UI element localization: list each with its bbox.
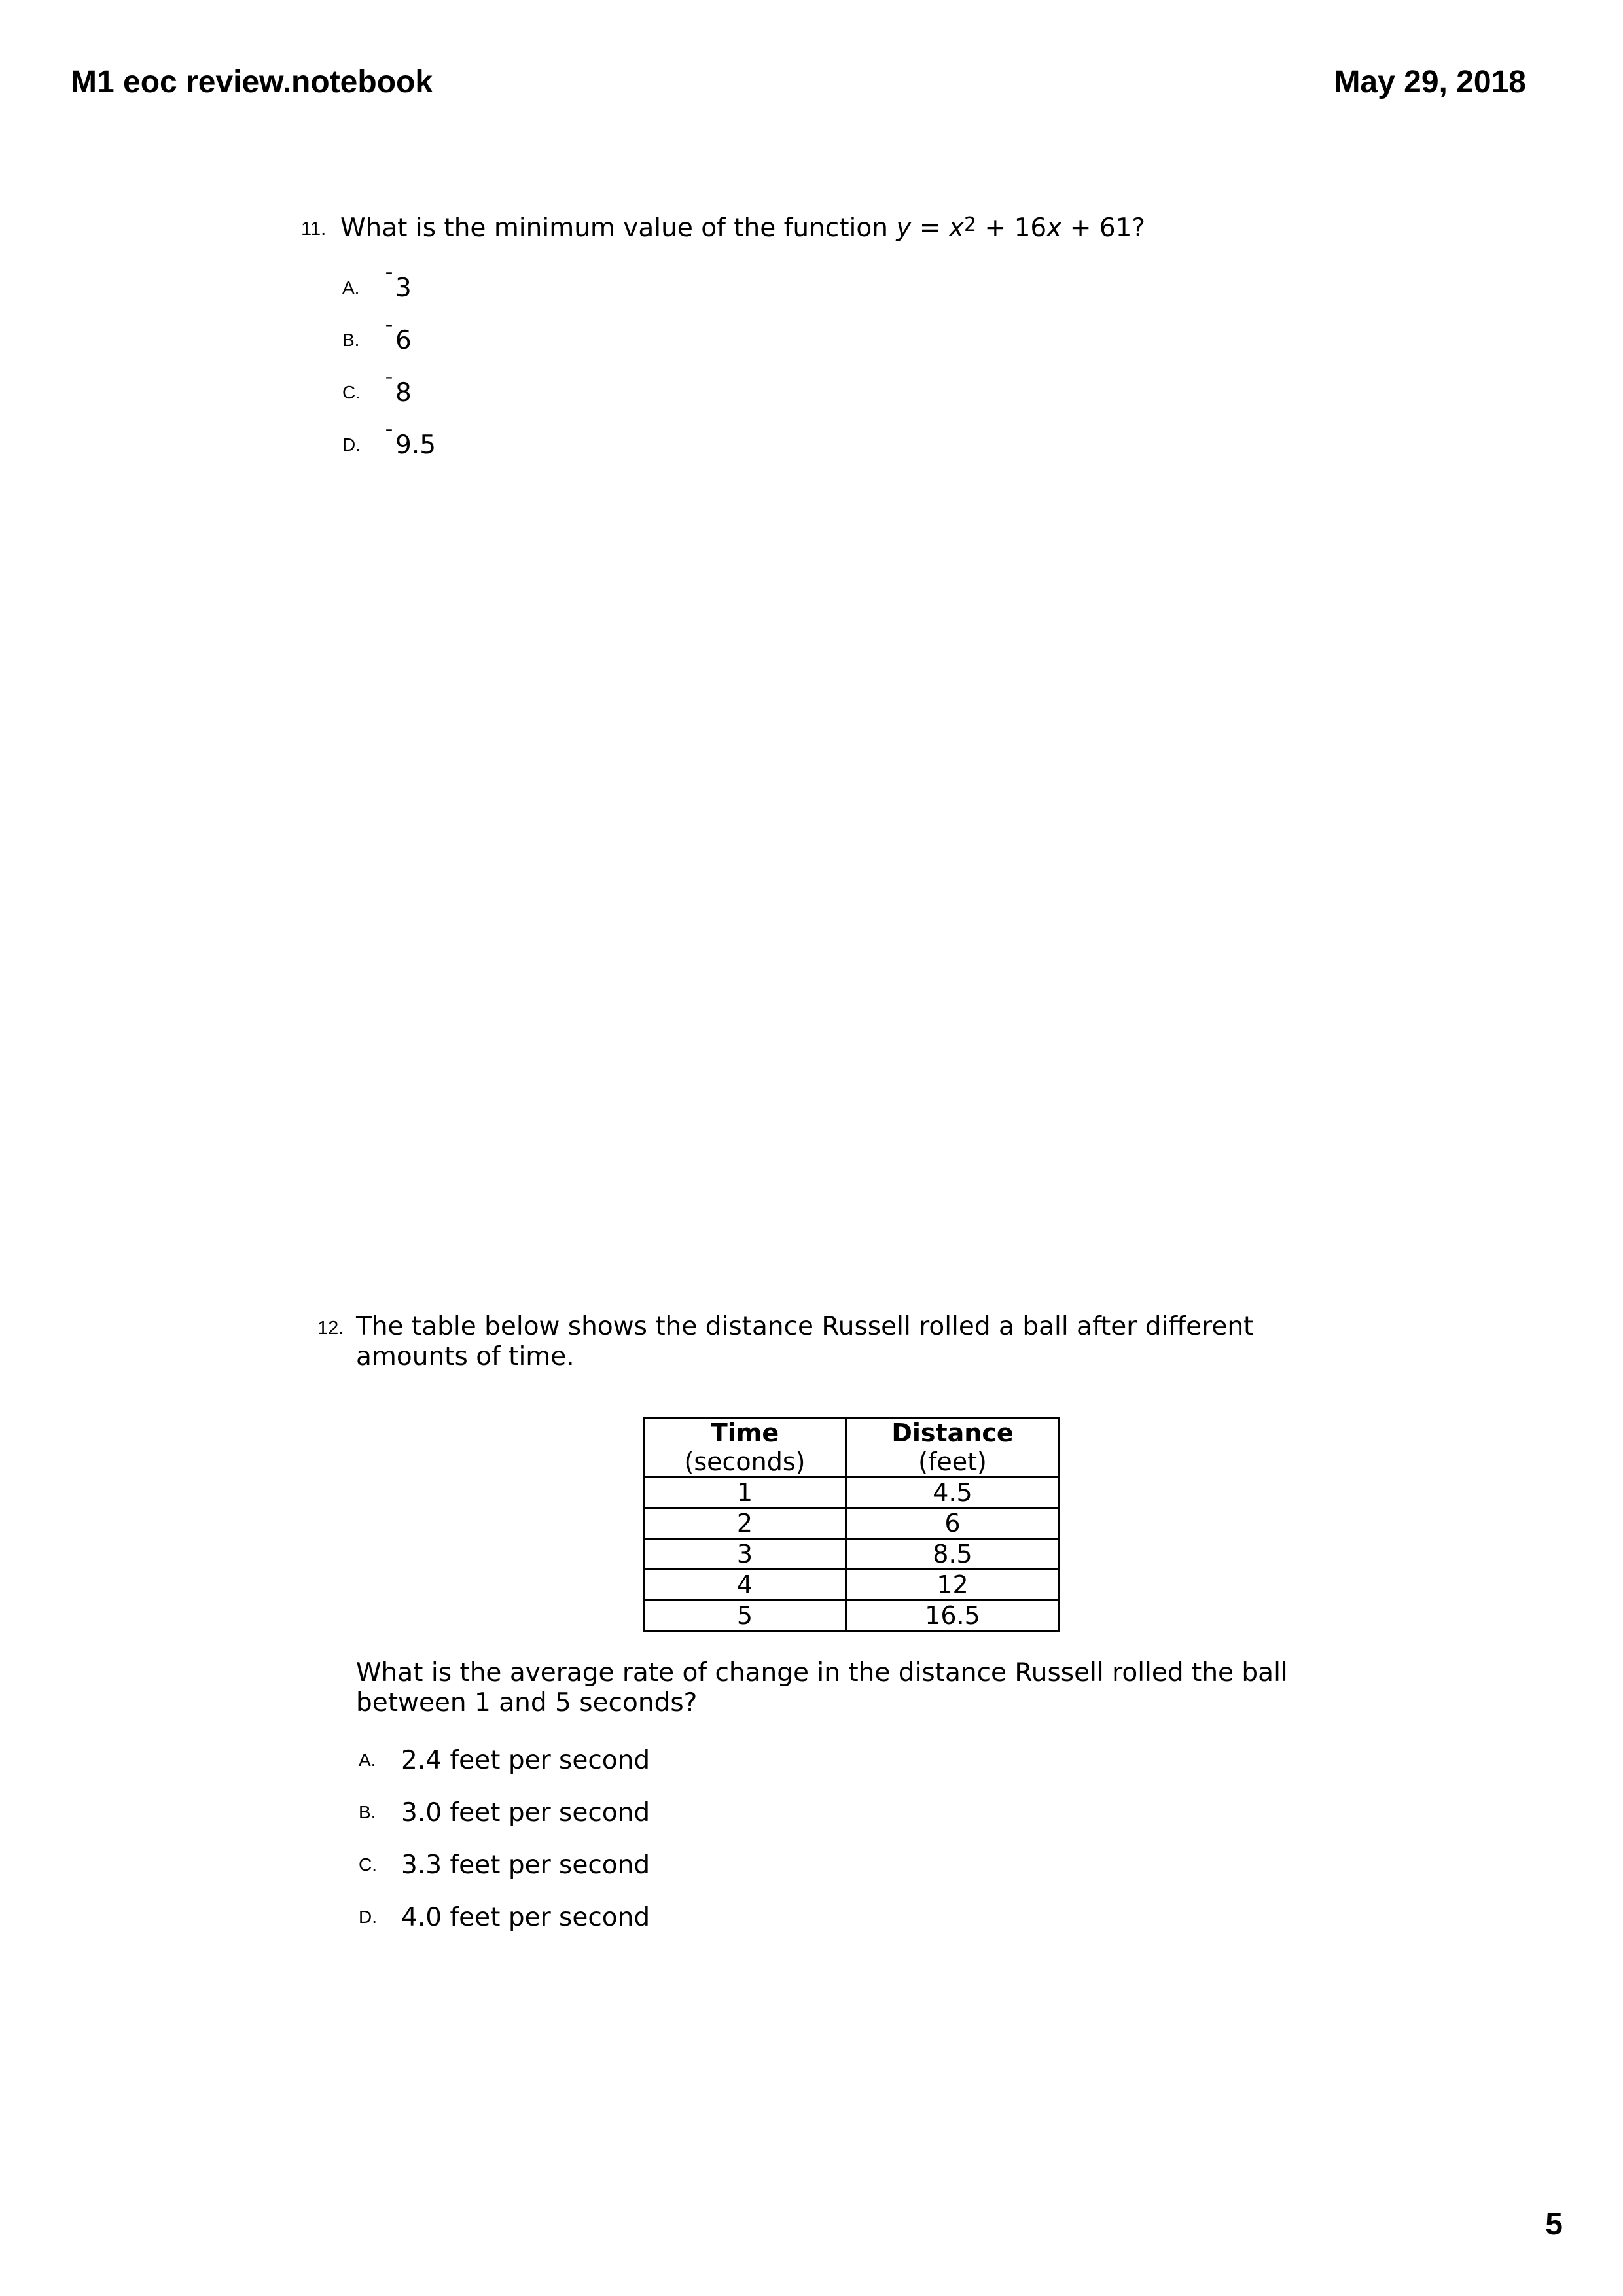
question-12-intro (356, 1312, 1253, 1372)
table-header-row (644, 1418, 1060, 1477)
q11-var-x2: x (1046, 213, 1062, 243)
notebook-title: M1 eoc review.notebook (71, 65, 433, 99)
table-cell-distance: 16.5 (846, 1600, 1060, 1631)
page-date: May 29, 2018 (1334, 65, 1526, 99)
q12-option-d-letter: D. (359, 1907, 377, 1927)
table-cell-time: 3 (644, 1539, 846, 1570)
q11-var-x: x (948, 213, 964, 243)
table-row (644, 1539, 1060, 1570)
q12-option-c-text: 3.3 feet per second (401, 1850, 651, 1880)
q11-option-d-neg: ¯ (384, 427, 394, 450)
q12-option-a-text: 2.4 feet per second (401, 1746, 651, 1775)
q11-exponent: 2 (964, 213, 977, 236)
q12-intro-line1: The table below shows the distance Russell rolled a ball after different (356, 1312, 1254, 1341)
q11-option-c-letter: C. (342, 382, 361, 402)
q11-text-after: + 61? (1061, 213, 1146, 243)
table-header-time-unit: (seconds) (684, 1447, 806, 1476)
q12-option-c-letter: C. (359, 1854, 377, 1875)
q11-option-b-neg: ¯ (384, 322, 394, 345)
q12-option-b-letter: B. (359, 1802, 376, 1822)
q11-var-y: y (896, 213, 912, 243)
table-header-distance-title: Distance (891, 1419, 1014, 1447)
table-row (644, 1570, 1060, 1600)
table-cell-time: 1 (644, 1477, 846, 1508)
question-12-number: 12. (317, 1318, 344, 1339)
table-cell-time: 5 (644, 1600, 846, 1631)
q12-question-line1: What is the average rate of change in the distance Russell rolled the ball (356, 1658, 1288, 1687)
q12-option-b-text: 3.0 feet per second (401, 1798, 651, 1828)
q11-text-before: What is the minimum value of the function (340, 213, 897, 243)
q12-option-a-letter: A. (359, 1750, 376, 1770)
q11-option-a-value: 3 (395, 274, 412, 303)
q11-option-a-text (384, 270, 412, 306)
page-number: 5 (1545, 2207, 1563, 2242)
q11-eq: = (911, 213, 949, 243)
table-cell-distance: 6 (846, 1508, 1060, 1539)
table-row (644, 1508, 1060, 1539)
question-11-text (340, 213, 1145, 245)
table-row (644, 1600, 1060, 1631)
question-11-number: 11. (301, 219, 327, 239)
table-cell-distance: 4.5 (846, 1477, 1060, 1508)
table-row (644, 1477, 1060, 1508)
q12-intro-line2: amounts of time. (356, 1342, 575, 1371)
table-header-distance (846, 1418, 1060, 1477)
q11-option-c-neg: ¯ (384, 374, 394, 397)
q11-option-a-letter: A. (342, 277, 360, 298)
q11-text-mid: + 16 (976, 213, 1047, 243)
table-header-distance-unit: (feet) (918, 1447, 987, 1476)
q11-option-d-text (384, 427, 437, 463)
q11-option-b-value: 6 (395, 326, 412, 355)
q11-option-d-letter: D. (342, 434, 361, 455)
table-cell-distance: 8.5 (846, 1539, 1060, 1570)
table-header-time (644, 1418, 846, 1477)
q11-option-b-text (384, 322, 412, 358)
q11-option-d-value: 9.5 (395, 431, 437, 460)
question-12-question (356, 1658, 1288, 1718)
q12-question-line2: between 1 and 5 seconds? (356, 1688, 698, 1718)
q12-option-d-text: 4.0 feet per second (401, 1903, 651, 1932)
table-cell-time: 4 (644, 1570, 846, 1600)
table-header-time-title: Time (710, 1419, 779, 1447)
q11-option-b-letter: B. (342, 330, 360, 350)
q11-option-c-value: 8 (395, 378, 412, 408)
q11-option-c-text (384, 374, 412, 410)
q11-option-a-neg: ¯ (384, 270, 394, 292)
table-cell-distance: 12 (846, 1570, 1060, 1600)
table-cell-time: 2 (644, 1508, 846, 1539)
distance-table (643, 1417, 1060, 1632)
